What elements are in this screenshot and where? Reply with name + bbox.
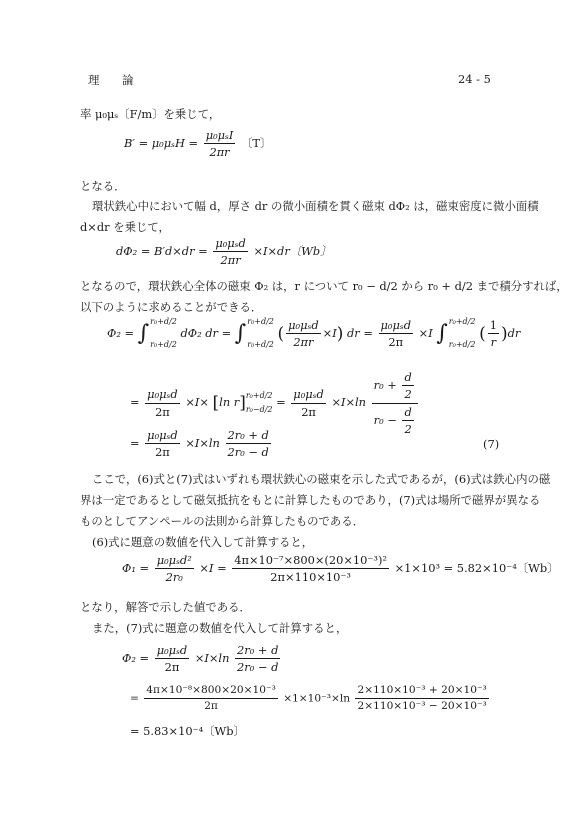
equation-phi2-result: = 5.83×10⁻⁴〔Wb〕 [130,724,245,738]
equation-phi2-step [130,684,491,713]
denominator: 2π [155,445,170,460]
eq-mid: ×I×ln [185,435,220,450]
times-i: ×I [418,325,433,340]
paragraph: (6)式に題意の数値を代入して計算すると， [92,535,314,549]
fraction [144,684,278,713]
paragraph: となるので，環状鉄心全体の磁束 Φ₂ は，r について r₀ − d/2 から r₀ + d/2 まで積分すれば， [80,279,568,293]
fraction [213,236,248,268]
equals: = [130,395,140,409]
bracket-left: [ [212,393,220,413]
r0-minus: r₀ − [373,412,397,427]
eq-mid: ×I×ln [331,395,367,409]
denominator: 2π×110×10⁻³ [270,570,351,585]
eq-mid: ×1×10⁻³×ln [283,692,351,705]
numerator: d [402,405,413,421]
fraction-nested [372,370,418,436]
denominator: 2π [301,404,316,419]
eq-mid: ×I× [185,395,209,409]
equation-7 [130,428,273,460]
numerator: μ₀μₛd² [155,553,194,569]
half-d [402,405,413,437]
denominator: r [490,335,497,350]
eq-mid: ×I×ln [194,650,230,665]
numerator: 2×110×10⁻³ + 20×10⁻³ [355,684,488,699]
denominator: 2πr [293,335,314,350]
upper-limit: r₀+d/2 [150,317,177,327]
eq-dr-end: dr [507,325,521,340]
denominator: 2πr [220,253,241,268]
fraction [232,553,389,585]
lower-limit: r₀+d/2 [247,339,274,349]
fraction [226,428,271,460]
equation-phi1 [122,553,559,585]
paragraph: 率 μ₀μₛ〔F/m〕を乗じて， [80,107,221,121]
eq-lhs: dΦ₂ = B′d×dr = [116,243,208,258]
fraction [155,553,194,585]
denominator: 2 [404,387,412,402]
equals: = [276,395,286,409]
times-i: ×I [322,325,337,340]
denominator: 2π [155,404,170,419]
paren-left: ( [479,323,486,344]
fraction [379,318,414,350]
equation-b-field [124,128,271,160]
equation-number: (7) [483,437,500,451]
upper-limit: r₀+d/2 [448,317,476,327]
equation-dphi [116,236,332,268]
fraction [488,318,499,350]
numerator: μ₀μₛd [291,387,326,403]
denominator: 2π [388,335,404,350]
eq-rest: ×I×dr〔Wb〕 [253,243,332,258]
integral-sign-icon: ∫ [436,320,448,346]
equation-integral-step2 [130,370,420,436]
fraction [155,643,190,675]
numerator: μ₀μₛI [204,128,236,144]
denominator: 2πr [209,145,230,160]
numerator: μ₀μₛd [286,318,321,334]
lower-limit: r₀+d/2 [150,339,177,349]
equation-integral [107,318,520,350]
section-heading: 理 論 [88,73,134,87]
integral-limits [449,318,476,349]
paren-left: ( [277,323,285,344]
denominator [372,404,418,437]
eq-lhs: Φ₂ = [107,325,135,340]
eq-lhs: Φ₂ = [122,650,150,665]
numerator: 4π×10⁻⁸×800×20×10⁻³ [144,684,278,699]
denominator: 2 [404,421,412,436]
numerator: μ₀μₛd [379,318,414,334]
paragraph: ものとしてアンペールの法則から計算したものである． [80,514,365,528]
integral-sign-icon: ∫ [137,320,150,346]
integral-sign-icon: ∫ [234,320,247,346]
paragraph: となり，解答で示した値である． [80,600,251,614]
bracket-right: ] [239,393,246,413]
paragraph: 以下のように求めることができる． [80,300,263,314]
eq-mid: dΦ₂ dr = [180,325,232,340]
equation-phi2 [122,643,282,675]
fraction [145,428,180,460]
half-d [402,370,413,402]
numerator: μ₀μₛd [155,643,190,659]
upper-limit: r₀+d/2 [247,317,274,327]
ln-r: ln r [219,395,240,409]
paragraph: 界は一定であるとして磁気抵抗をもとに計算したものであり，(7)式は場所で磁界が異なる [80,493,541,507]
paren-right: ) [336,323,344,344]
fraction [355,684,488,713]
page-number: 24 - 5 [458,72,491,86]
fraction [291,387,326,419]
eq-dr: dr = [346,325,373,340]
equals: = [130,692,139,705]
numerator: d [402,370,413,386]
numerator: 1 [488,318,499,334]
numerator: μ₀μₛd [145,387,180,403]
denominator: 2r₀ − d [227,445,269,460]
integral-limits [247,318,274,349]
fraction [204,128,236,160]
paragraph: となる． [80,179,126,193]
denominator: 2×110×10⁻³ − 20×10⁻³ [357,700,487,713]
numerator: 2r₀ + d [226,428,271,444]
numerator [372,370,418,404]
eq-rest: ×1×10³ = 5.82×10⁻⁴〔Wb〕 [394,560,559,575]
paragraph: d×dr を乗じて， [80,220,170,234]
numerator: μ₀μₛd [145,428,180,444]
numerator: 2r₀ + d [235,643,280,659]
denominator: 2r₀ [165,570,183,585]
fraction [235,643,280,675]
eval-limits [246,392,273,415]
numerator: μ₀μₛd [213,236,248,252]
paragraph: ここで，(6)式と(7)式はいずれも環状鉄心の磁束を示した式であるが，(6)式は鉄心内の磁 [92,472,551,486]
denominator: 2r₀ − d [237,660,279,675]
paragraph: 環状鉄心中において幅 d，厚さ dr の微小面積を貫く磁束 dΦ₂ は，磁束密度に微小面積 [92,199,539,213]
eq-mid: ×I = [199,560,227,575]
lower-limit: r₀+d/2 [448,339,476,349]
eq-lhs: Φ₁ = [122,560,150,575]
denominator: 2π [164,660,180,675]
fraction [286,318,321,350]
equals: = [130,435,140,450]
denominator: 2π [204,700,218,713]
upper-limit: r₀+d/2 [245,390,273,400]
r0-plus: r₀ + [373,377,397,392]
paren-right: ) [500,323,508,344]
fraction [145,387,180,419]
eq-lhs: B′ = μ₀μₛH = [124,135,199,150]
paragraph: また，(7)式に題意の数値を代入して計算すると， [92,621,348,635]
numerator: 4π×10⁻⁷×800×(20×10⁻³)² [232,553,389,569]
integral-limits [150,318,177,349]
unit: 〔T〕 [241,135,272,150]
lower-limit: r₀−d/2 [245,405,273,414]
